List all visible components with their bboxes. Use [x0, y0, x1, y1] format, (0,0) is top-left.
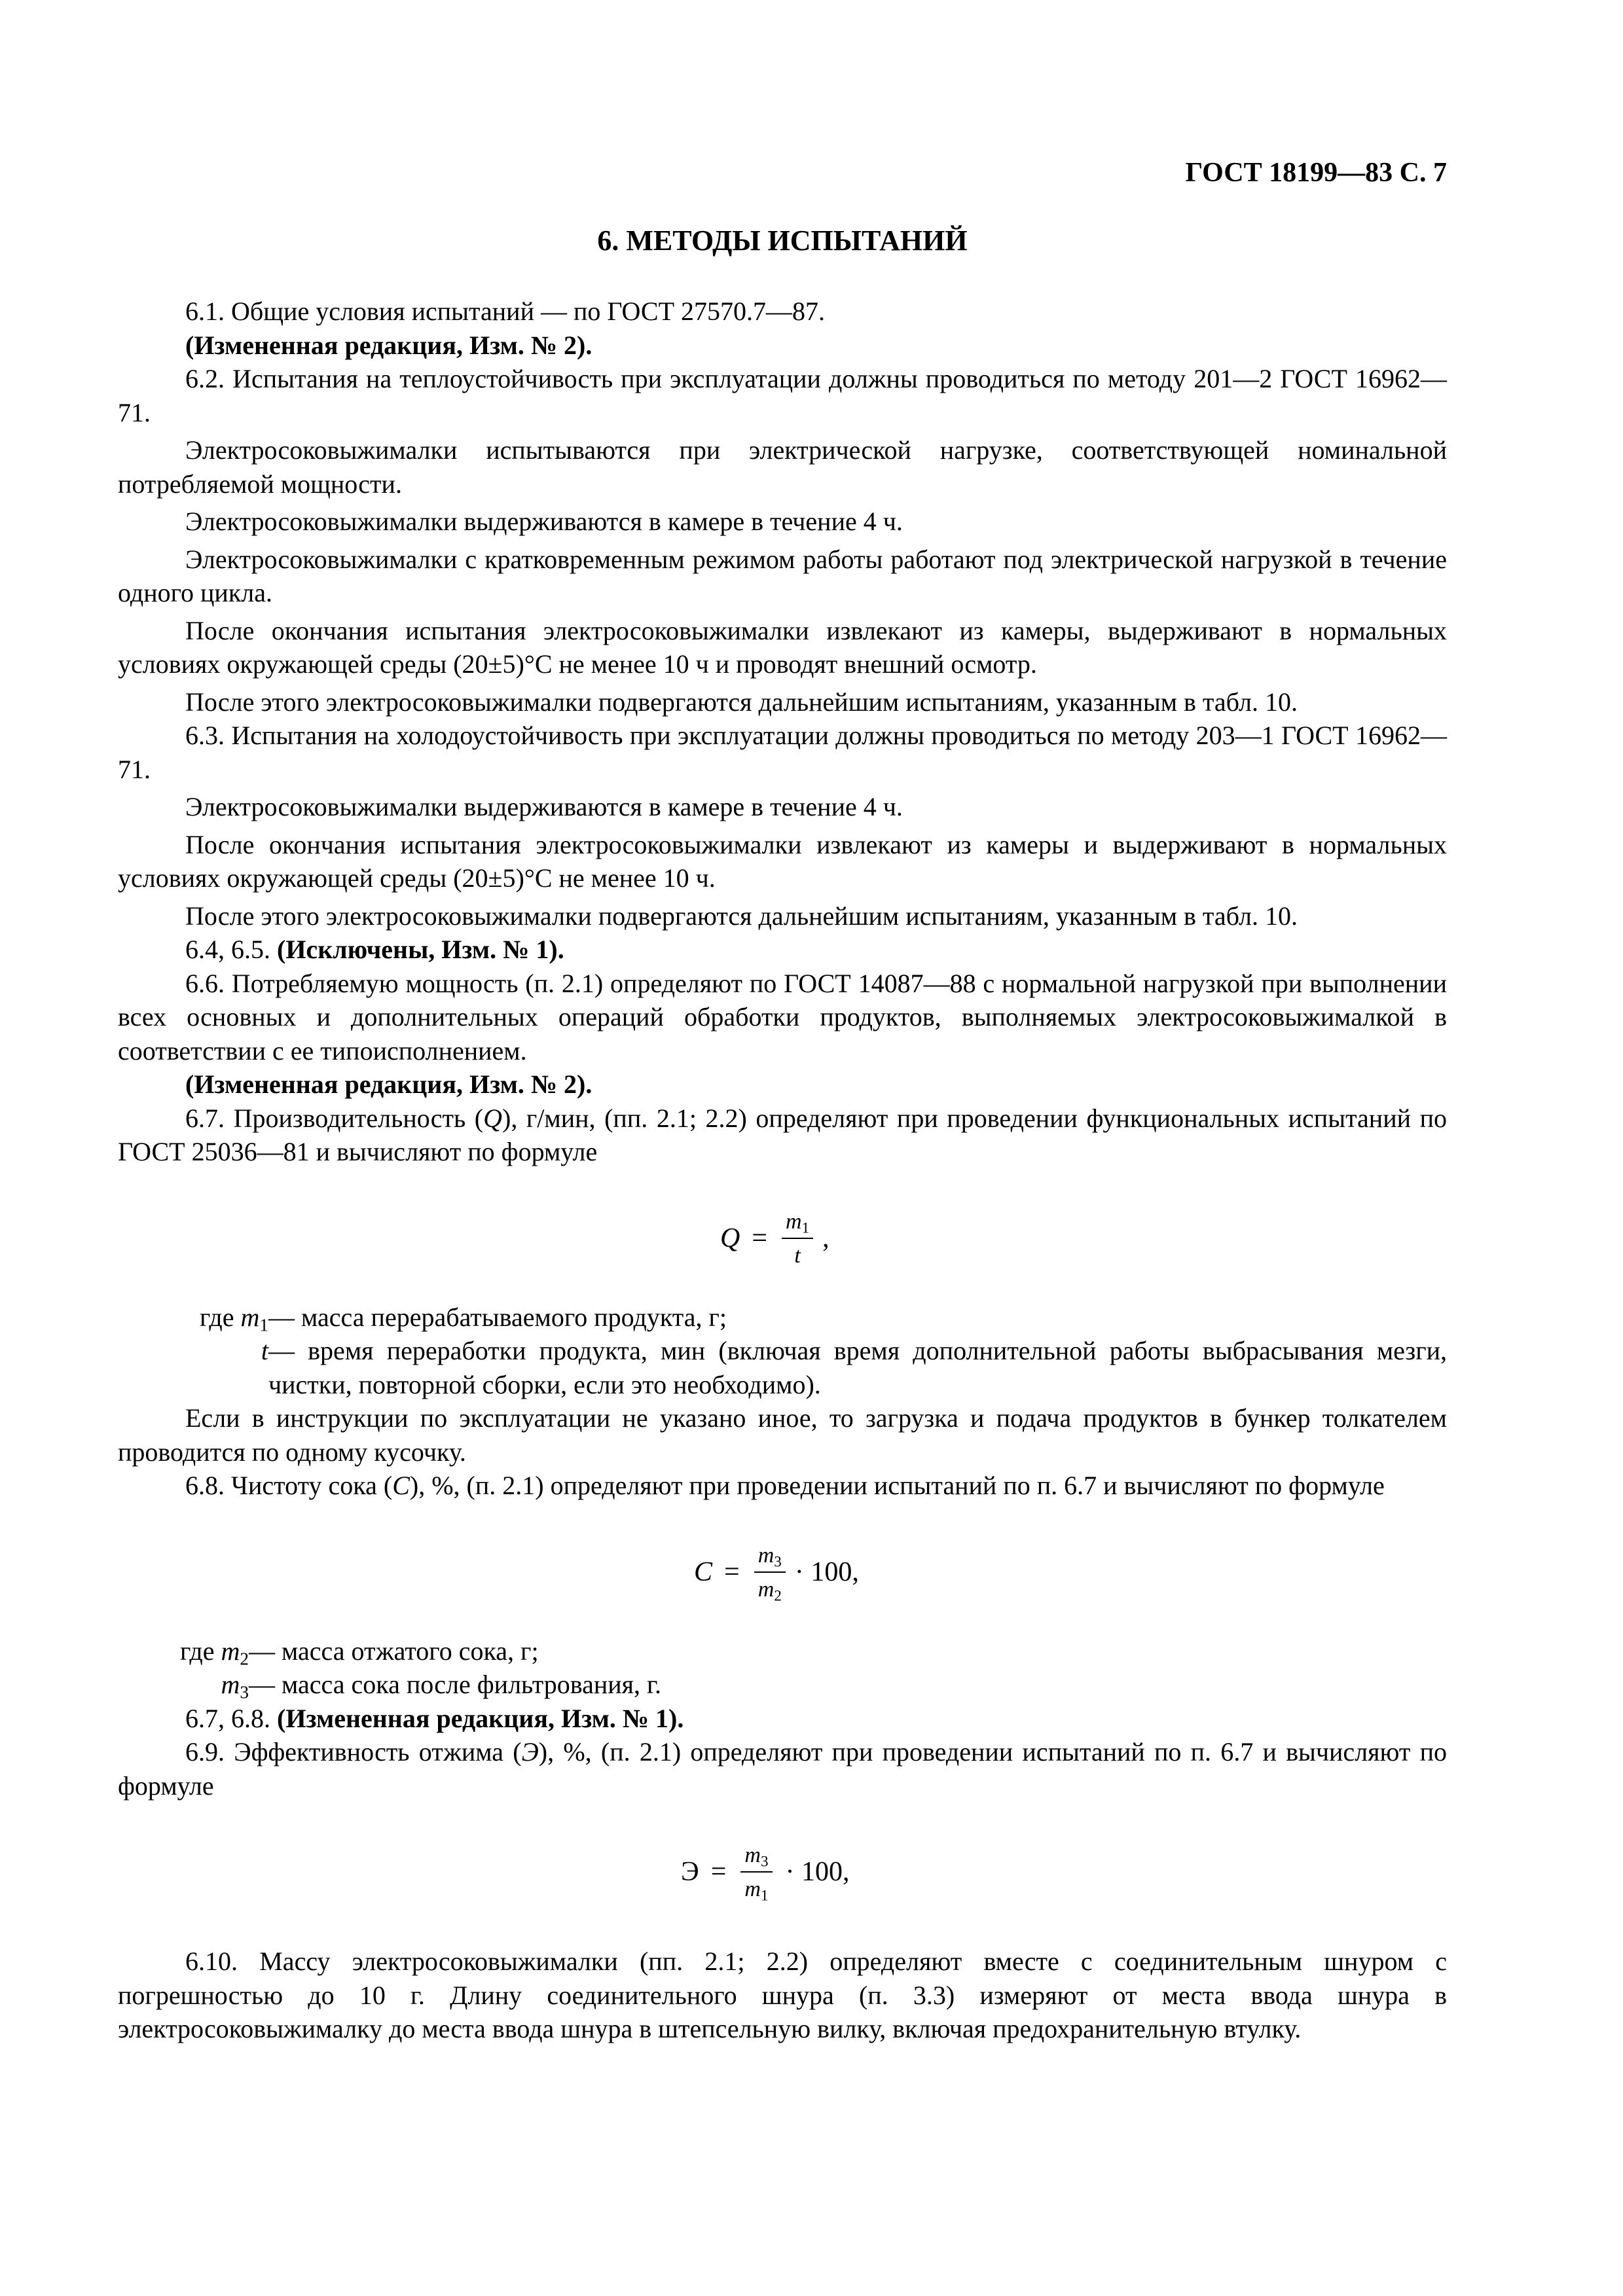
formula-numerator: $m_3$: [754, 1543, 786, 1573]
paragraph-6-10: 6.10. Массу электросоковыжималки (пп. 2.1; 2.2) определяют вместе с соединительным шнуром с погрешностью до 10 г. Длину соединительного шнура (п. 3.3) измеряют от места ввода шнура в электросоковыжималку до места ввода шнура в штепсельную вилку, включая предохранительную втулку.: [118, 1946, 1447, 2043]
paragraph-6-7-loading: Если в инструкции по эксплуатации не указано иное, то загрузка и подача продуктов в бункер толкателем проводится по одному кусочку.: [118, 1403, 1447, 1467]
formula-tail: ,: [822, 1223, 830, 1254]
formula-numerator: $m_3$: [740, 1842, 772, 1873]
formula-fraction: [754, 1543, 786, 1603]
formula-lhs: Э: [681, 1856, 699, 1887]
definition-item: где $m_1$ — масса перерабатываемого продукта, г;: [199, 1302, 727, 1335]
document-page: [118, 0, 1447, 2296]
paragraph-6-9: 6.9. Эффективность отжима (Э), %, (п. 2.1) определяют при проведении испытаний по п. 6.7 и вычисляют по формуле: [118, 1737, 1447, 1801]
paragraph-6-1: 6.1. Общие условия испытаний — по ГОСТ 27570.7—87.: [185, 296, 826, 326]
paragraph-6-3: 6.3. Испытания на холодоустойчивость при эксплуатации должны проводиться по методу 203—1 ГОСТ 16962—71.: [118, 721, 1447, 784]
formula-denominator: t: [794, 1244, 801, 1268]
definition-item: $m_3$ — масса сока после фильтрования, г.: [221, 1670, 661, 1702]
document-body: [118, 295, 1447, 2046]
paragraph-6-2-load: Электросоковыжималки испытываются при электрической нагрузке, соответствующей номинальной потребляемой мощности.: [118, 435, 1447, 499]
paragraph-6-2-after-test: После окончания испытания электросоковыжималки извлекают из камеры, выдерживают в нормальных условиях окружающей среды (20±5)°С не менее 10 ч и проводят внешний осмотр.: [118, 615, 1447, 679]
definition-item: где $m_2$ — масса отжатого сока, г;: [179, 1636, 539, 1669]
paragraph-6-3-chamber: Электросоковыжималки выдерживаются в камере в течение 4 ч.: [185, 792, 903, 821]
definition-item: t — время переработки продукта, мин (включая время дополнительной работы выбрасывания мезги, чистки, повторной сборки, если это необходимо).: [261, 1336, 1447, 1399]
amendment-note: (Измененная редакция, Изм. № 2).: [185, 1069, 593, 1099]
formula-productivity: [118, 1182, 1447, 1297]
amendment-note: (Измененная редакция, Изм. № 1).: [277, 1703, 684, 1733]
paragraph-6-2-short-mode: Электросоковыжималки с кратковременным режимом работы работают под электрической нагрузкой в течение одного цикла.: [118, 544, 1447, 607]
symbol-c: С: [392, 1471, 410, 1500]
paragraph-6-2-further: После этого электросоковыжималки подвергаются дальнейшим испытаниям, указанным в табл. 10.: [185, 687, 1298, 717]
running-header: ГОСТ 18199—83 С. 7: [1185, 158, 1447, 188]
paragraph-6-4-6-5: 6.4, 6.5. (Исключены, Изм. № 1).: [185, 935, 564, 964]
paragraph-6-3-further: После этого электросоковыжималки подвергаются дальнейшим испытаниям, указанным в табл. 10.: [185, 901, 1298, 931]
paragraph-6-7-6-8-note: 6.7, 6.8. (Измененная редакция, Изм. № 1).: [185, 1703, 684, 1733]
formula-equals: =: [710, 1856, 727, 1887]
formula-juice-purity: [118, 1516, 1447, 1630]
definitions-productivity: [118, 1300, 1447, 1402]
definitions-juice-purity: [118, 1634, 1447, 1702]
paragraph-6-2-chamber: Электросоковыжималки выдерживаются в камере в течение 4 ч.: [185, 507, 903, 536]
amendment-note: (Измененная редакция, Изм. № 2).: [185, 330, 593, 360]
formula-tail: · 100,: [785, 1856, 850, 1887]
paragraph-6-2: 6.2. Испытания на теплоустойчивость при эксплуатации должны проводиться по методу 201—2 ГОСТ 16962—71.: [118, 364, 1447, 427]
formula-fraction: [740, 1842, 772, 1903]
paragraph-6-7: 6.7. Производительность (Q), г/мин, (пп. 2.1; 2.2) определяют при проведении функциональных испытаний по ГОСТ 25036—81 и вычисляют по формуле: [118, 1103, 1448, 1166]
formula-denominator: $m_1$: [744, 1876, 769, 1904]
formula-fraction: [782, 1209, 813, 1269]
paragraph-6-3-after-test: После окончания испытания электросоковыжималки извлекают из камеры и выдерживают в нормальных условиях окружающей среды (20±5)°С не менее 10 ч.: [118, 829, 1447, 893]
formula-denominator: $m_2$: [757, 1577, 782, 1605]
symbol-e: Э: [521, 1737, 539, 1767]
formula-lhs: Q: [720, 1223, 740, 1254]
formula-squeeze-efficiency: [118, 1818, 1447, 1926]
formula-equals: =: [724, 1557, 740, 1588]
symbol-q: Q: [483, 1103, 502, 1133]
formula-lhs: C: [694, 1557, 713, 1588]
formula-equals: =: [752, 1223, 768, 1254]
paragraph-6-6: 6.6. Потребляемую мощность (п. 2.1) определяют по ГОСТ 14087—88 с нормальной нагрузкой при выполнении всех основных и дополнительных операций обработки продуктов, выполняемых электросоковыжималкой в соответствии с ее типоисполнением.: [118, 968, 1447, 1066]
formula-tail: · 100,: [794, 1557, 859, 1588]
section-title: 6. МЕТОДЫ ИСПЫТАНИЙ: [597, 224, 968, 257]
paragraph-6-8: 6.8. Чистоту сока (С), %, (п. 2.1) определяют при проведении испытаний по п. 6.7 и вычисляют по формуле: [185, 1471, 1385, 1500]
formula-numerator: $m_1$: [782, 1209, 813, 1239]
excluded-note: (Исключены, Изм. № 1).: [277, 935, 564, 964]
